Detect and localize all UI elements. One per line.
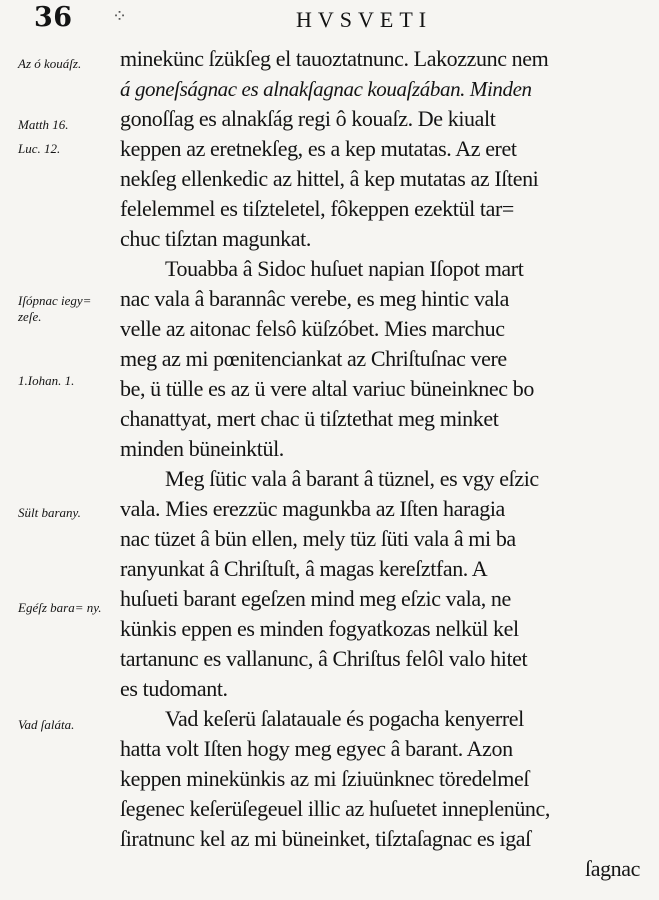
margin-note: Az ó kouáſz.: [18, 56, 82, 71]
text-line: tartanunc es vallanunc, â Chriſtus felôl valo hitet: [120, 646, 528, 671]
text-line: es tudomant.: [120, 676, 228, 701]
text-line: be, ü tülle es az ü vere altal variuc büneinknec bo: [120, 376, 534, 401]
margin-note: Matth 16.: [18, 117, 69, 132]
page-number: 36: [34, 2, 73, 33]
text-line: hatta volt Iſten hogy meg egyec â barant. Azon: [120, 736, 513, 761]
text-line: keppen minekünkis az mi ſziuünknec töredelmeſ: [120, 766, 530, 791]
text-line: Meg ſütic vala â barant â tüznel, es vgy eſzic: [165, 466, 539, 491]
text-line: nekſeg ellenkedic az hittel, â kep mutatas az Iſteni: [120, 166, 539, 191]
text-line: minden büneinktül.: [120, 436, 284, 461]
margin-note: Sült barany.: [18, 505, 81, 520]
text-line: á goneſságnac es alnakſagnac kouaſzában. Minden: [120, 77, 532, 101]
text-line: Touabba â Sidoc huſuet napian Iſopot mart: [165, 256, 524, 281]
text-line: keppen az eretnekſeg, es a kep mutatas. Az eret: [120, 136, 517, 161]
text-line: gonoſſag es alnakſág regi ô kouaſz. De kiualt: [120, 106, 496, 131]
catchword: ſagnac: [585, 856, 641, 881]
margin-note: Luc. 12.: [18, 141, 61, 156]
text-line: vala. Mies erezzüc magunkba az Iſten haragia: [120, 496, 505, 521]
running-head: HVSVETI: [296, 7, 433, 32]
text-line: chuc tiſztan magunkat.: [120, 226, 311, 251]
margin-note: Iſópnac iegy= zeſe.: [18, 293, 92, 324]
text-line: minekünc ſzükſeg el tauoztatnunc. Lakozzunc nem: [120, 46, 549, 71]
text-line: ranyunkat â Chriſtuſt, â magas kereſztfan. A: [120, 556, 488, 581]
text-line: nac tüzet â bün ellen, mely tüz ſüti vala â mi ba: [120, 526, 516, 551]
text-line: künkis eppen es minden fogyatkozas nelkül kel: [120, 616, 519, 641]
text-line: chanattyat, mert chac ü tiſztethat meg minket: [120, 406, 499, 431]
margin-note: Egéſz bara= ny.: [18, 600, 102, 615]
margin-note: 1.Iohan. 1.: [18, 373, 75, 388]
text-line: ſiratnunc kel az mi büneinket, tiſztaſagnac es igaſ: [120, 826, 531, 851]
text-line: ſegenec keſerüſegeuel illic az huſuetet inneplenünc,: [120, 796, 550, 821]
text-line: velle az aitonac felsô küſzóbet. Mies marchuc: [120, 316, 505, 341]
text-line: felelemmel es tiſzteletel, fôkeppen ezektül tar=: [120, 196, 514, 221]
margin-note: Vad ſaláta.: [18, 717, 75, 732]
text-line: Vad keſerü ſalatauale és pogacha kenyerrel: [165, 706, 524, 731]
ornament: ⁘: [112, 6, 128, 27]
text-line: meg az mi pœnitenciankat az Chriſtuſnac vere: [120, 346, 507, 371]
text-line: nac vala â barannâc verebe, es meg hintic vala: [120, 286, 509, 311]
text-line: huſueti barant egeſzen mind meg eſzic vala, ne: [120, 586, 511, 611]
